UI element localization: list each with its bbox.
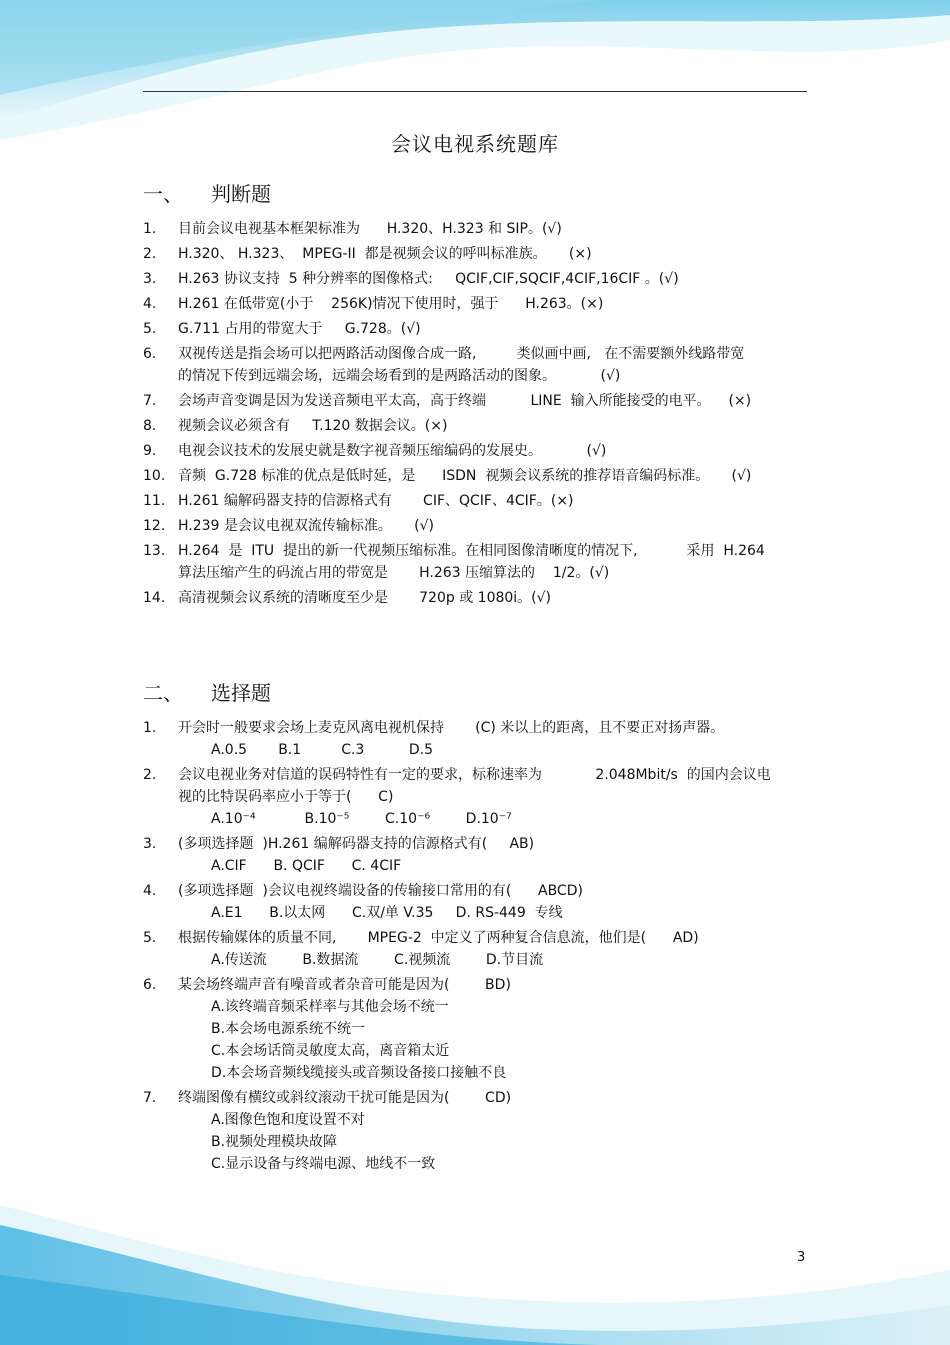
section-label: 判断题 xyxy=(211,182,271,206)
question-number: 5. xyxy=(143,321,157,337)
answer-options: A.传送流 B.数据流 C.视频流 D.节目流 xyxy=(211,952,544,968)
section-number: 二、 xyxy=(143,681,183,705)
question-item xyxy=(143,390,823,412)
question-number: 8. xyxy=(143,418,157,434)
question-text: 视频会议必须含有 T.120 数据会议。(×) xyxy=(178,418,448,434)
question-number: 6. xyxy=(143,346,157,362)
question-item xyxy=(143,343,823,387)
question-text: 电视会议技术的发展史就是数字视音频压缩编码的发展史。 (√) xyxy=(178,443,607,459)
question-number: 7. xyxy=(143,1090,157,1106)
answer-options: C.显示设备与终端电源、地线不一致 xyxy=(211,1156,436,1172)
question-item xyxy=(143,218,823,240)
question-text: 某会场终端声音有噪音或者杂音可能是因为( BD) xyxy=(178,977,511,993)
question-text: H.320、 H.323、 MPEG-II 都是视频会议的呼叫标准族。 (×) xyxy=(178,246,592,262)
answer-options: D.本会场音频线缆接头或音频设备接口接触不良 xyxy=(211,1065,507,1081)
question-item xyxy=(143,465,823,487)
header-rule xyxy=(143,91,807,92)
question-text: 终端图像有横纹或斜纹滚动干扰可能是因为( CD) xyxy=(178,1090,512,1106)
question-number: 2. xyxy=(143,246,157,262)
question-text: (多项选择题 )H.261 编解码器支持的信源格式有( AB) xyxy=(178,836,535,852)
question-item xyxy=(143,717,823,761)
question-number: 11. xyxy=(143,493,166,509)
question-item xyxy=(143,490,823,512)
question-number: 10. xyxy=(143,468,166,484)
question-item xyxy=(143,293,823,315)
question-number: 3. xyxy=(143,271,157,287)
section-heading-multiple-choice xyxy=(143,677,271,706)
question-text: 根据传输媒体的质量不同, MPEG-2 中定义了两种复合信息流，他们是( AD) xyxy=(178,930,699,946)
question-number: 1. xyxy=(143,720,157,736)
answer-options: A.0.5 B.1 C.3 D.5 xyxy=(211,742,433,758)
question-item xyxy=(143,415,823,437)
question-item xyxy=(143,1087,823,1175)
answer-options: A.该终端音频采样率与其他会场不统一 xyxy=(211,999,449,1015)
question-number: 3. xyxy=(143,836,157,852)
question-item xyxy=(143,243,823,265)
question-number: 13. xyxy=(143,543,166,559)
question-item xyxy=(143,880,823,924)
true-false-question-list xyxy=(143,218,823,612)
answer-options: B.本会场电源系统不统一 xyxy=(211,1021,366,1037)
page-title: 会议电视系统题库 xyxy=(391,132,559,156)
question-item xyxy=(143,833,823,877)
question-text: 高清视频会议系统的清晰度至少是 720p 或 1080i。(√) xyxy=(178,590,552,606)
question-text: 双视传送是指会场可以把两路活动图像合成一路, 类似画中画, 在不需要额外线路带宽 的情况下传到远端会场，远端会场看到的是两路活动的图象。 (√) xyxy=(178,346,745,384)
section-number: 一、 xyxy=(143,182,183,206)
multiple-choice-question-list xyxy=(143,717,823,1178)
question-item xyxy=(143,268,823,290)
answer-options: A.CIF B. QCIF C. 4CIF xyxy=(211,858,402,874)
question-text: 会议电视业务对信道的误码特性有一定的要求，标称速率为 2.048Mbit/s 的国内会议电 视的比特误码率应小于等于( C) xyxy=(178,767,771,805)
question-text: H.261 编解码器支持的信源格式有 CIF、QCIF、4CIF。(×) xyxy=(178,493,574,509)
section-label: 选择题 xyxy=(211,681,271,705)
question-text: 目前会议电视基本框架标准为 H.320、H.323 和 SIP。(√) xyxy=(178,221,562,237)
question-item xyxy=(143,927,823,971)
question-text: (多项选择题 )会议电视终端设备的传输接口常用的有( ABCD) xyxy=(178,883,583,899)
question-number: 2. xyxy=(143,767,157,783)
question-text: H.263 协议支持 5 种分辨率的图像格式: QCIF,CIF,SQCIF,4CIF,16CIF 。(√) xyxy=(178,271,679,287)
question-item xyxy=(143,440,823,462)
question-item xyxy=(143,974,823,1084)
question-item xyxy=(143,587,823,609)
answer-options: B.视频处理模块故障 xyxy=(211,1134,338,1150)
question-number: 4. xyxy=(143,883,157,899)
question-number: 4. xyxy=(143,296,157,312)
answer-options: A.10⁻⁴ B.10⁻⁵ C.10⁻⁶ D.10⁻⁷ xyxy=(211,811,512,827)
question-text: H.239 是会议电视双流传输标准。 (√) xyxy=(178,518,434,534)
section-heading-true-false xyxy=(143,178,271,207)
answer-options: A.E1 B.以太网 C.双/单 V.35 D. RS-449 专线 xyxy=(211,905,563,921)
question-item xyxy=(143,318,823,340)
answer-options: C.本会场话筒灵敏度太高，离音箱太近 xyxy=(211,1043,450,1059)
question-text: 音频 G.728 标准的优点是低时延，是 ISDN 视频会议系统的推荐语音编码标准。 (√) xyxy=(178,468,752,484)
question-text: H.264 是 ITU 提出的新一代视频压缩标准。在相同图像清晰度的情况下, 采用 H.264 算法压缩产生的码流占用的带宽是 H.263 压缩算法的 1/2。(√) xyxy=(178,543,765,581)
question-number: 6. xyxy=(143,977,157,993)
question-text: 会场声音变调是因为发送音频电平太高，高于终端 LINE 输入所能接受的电平。 (×) xyxy=(178,393,752,409)
page-number: 3 xyxy=(797,1250,806,1265)
question-number: 12. xyxy=(143,518,166,534)
question-item xyxy=(143,515,823,537)
question-number: 9. xyxy=(143,443,157,459)
question-text: H.261 在低带宽(小于 256K)情况下使用时，强于 H.263。(×) xyxy=(178,296,604,312)
question-text: G.711 占用的带宽大于 G.728。(√) xyxy=(178,321,421,337)
question-number: 5. xyxy=(143,930,157,946)
question-number: 1. xyxy=(143,221,157,237)
question-number: 7. xyxy=(143,393,157,409)
question-text: 开会时一般要求会场上麦克风离电视机保持 (C) 米以上的距离，且不要正对扬声器。 xyxy=(178,720,725,736)
question-number: 14. xyxy=(143,590,166,606)
question-item xyxy=(143,540,823,584)
question-item xyxy=(143,764,823,830)
answer-options: A.图像色饱和度设置不对 xyxy=(211,1112,365,1128)
